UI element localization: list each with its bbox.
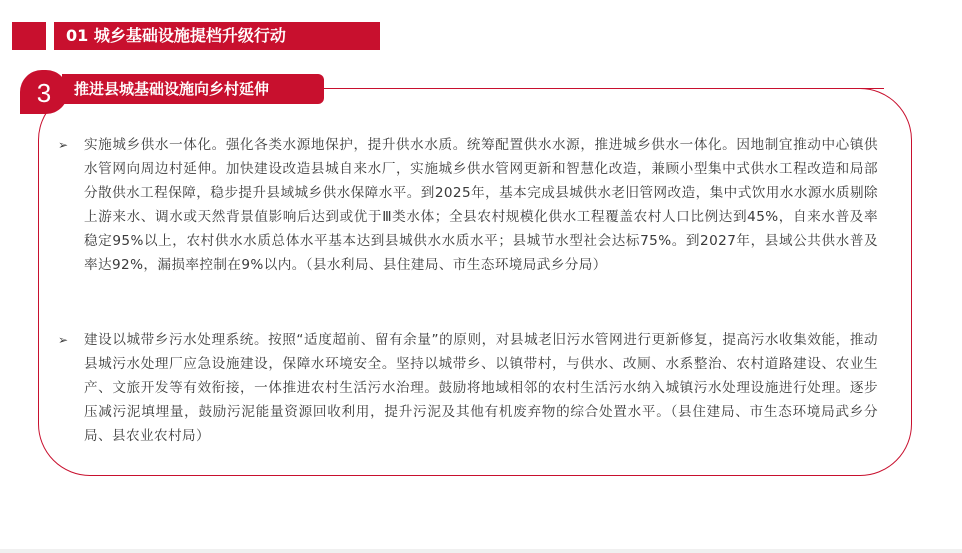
bullet-arrow-icon: ➢: [58, 333, 69, 347]
section-title: 推进县城基础设施向乡村延伸: [62, 74, 324, 104]
list-item-text: 实施城乡供水一体化。强化各类水源地保护，提升供水水质。统筹配置供水水源，推进城乡供水一体化。因地制宜推动中心镇供水管网向周边村延伸。加快建设改造县城自来水厂，实施城乡供水管网更新和智慧化改造，兼顾小型集中式供水工程改造和局部分散供水工程保障，稳步提升县域城乡供水保障水平。到2025年，基本完成县城供水老旧管网改造，集中式饮用水水源水质剔除上游来水、调水或天然背景值影响后达到或优于Ⅲ类水体；全县农村规模化供水工程覆盖农村人口比例达到45%，自来水普及率稳定95%以上，农村供水水质总体水平基本达到县城供水水质水平；县城节水型社会达标75%。到2027年，县域公共供水普及率达92%，漏损率控制在9%以内。（县水利局、县住建局、市生态环境局武乡分局）: [84, 137, 878, 273]
header-accent-block: [12, 22, 46, 50]
bullet-arrow-icon: ➢: [58, 138, 69, 152]
list-item-text: 建设以城带乡污水处理系统。按照“适度超前、留有余量”的原则，对县城老旧污水管网进行更新修复，提高污水收集效能，推动县城污水处理厂应急设施建设，保障水环境安全。坚持以城带乡、以镇带村，与供水、改厕、水系整治、农村道路建设、农业生产、文旅开发等有效衔接，一体推进农村生活污水治理。鼓励将地域相邻的农村生活污水纳入城镇污水处理设施进行处理。逐步压减污泥填埋量，鼓励污泥能量资源回收利用，提升污泥及其他有机废弃物的综合处置水平。（县住建局、市生态环境局武乡分局、县农业农村局）: [84, 332, 878, 444]
list-item: [58, 133, 878, 277]
section-divider: [324, 88, 884, 89]
section-number-badge: 3: [20, 70, 68, 114]
footer-strip: [0, 549, 962, 553]
page-title: 01 城乡基础设施提档升级行动: [54, 22, 380, 50]
list-item: [58, 328, 878, 448]
